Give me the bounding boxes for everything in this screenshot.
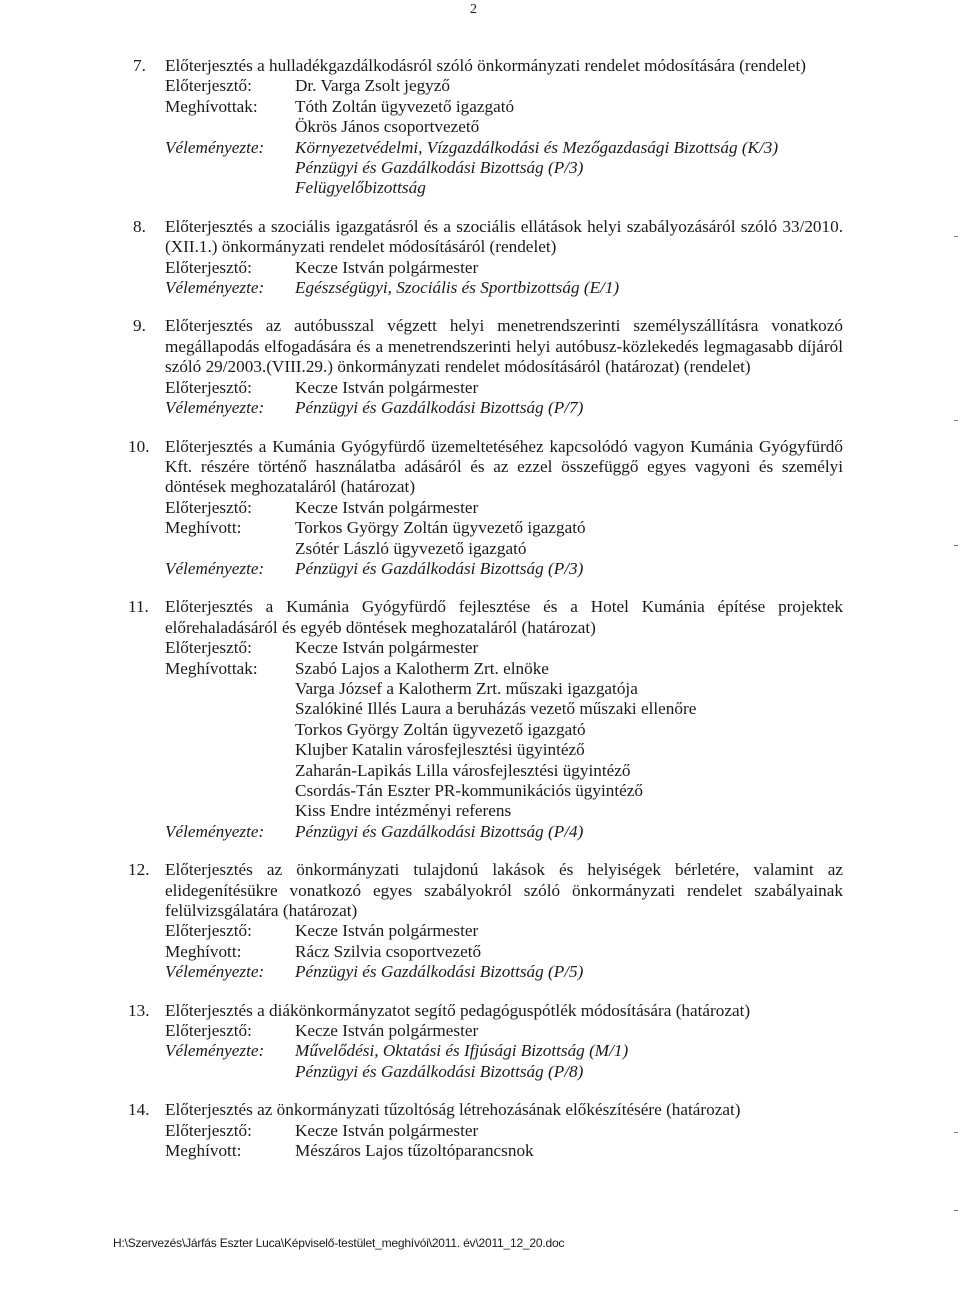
agenda-detail-row (165, 822, 843, 842)
detail-value: Pénzügyi és Gazdálkodási Bizottság (P/5) (295, 962, 584, 982)
agenda-item-number: 11. (128, 597, 149, 617)
detail-label (165, 699, 295, 719)
detail-value: Tóth Zoltán ügyvezető igazgató (295, 96, 515, 116)
detail-value: Torkos György Zoltán ügyvezető igazgató (295, 518, 586, 538)
detail-value: Művelődési, Oktatási és Ifjúsági Bizottság (M/1) (295, 1041, 629, 1061)
detail-label (165, 158, 295, 178)
detail-label (165, 117, 295, 137)
detail-value: Kecze István polgármester (295, 377, 479, 397)
detail-value: Szabó Lajos a Kalotherm Zrt. elnöke (295, 658, 549, 678)
agenda-item (128, 597, 843, 842)
agenda-item (128, 1100, 843, 1161)
agenda-detail-row (165, 378, 843, 398)
detail-value: Pénzügyi és Gazdálkodási Bizottság (P/8) (295, 1061, 584, 1081)
detail-label: Előterjesztő: (165, 257, 252, 277)
agenda-detail-row (165, 498, 843, 518)
agenda-item-title: Előterjesztés a hulladékgazdálkodásról szóló önkormányzati rendelet módosítására (rendelet) (165, 56, 806, 75)
detail-value: Rácz Szilvia csoportvezető (295, 941, 482, 961)
detail-label: Előterjesztő: (165, 921, 252, 941)
detail-label: Meghívott: (165, 941, 242, 961)
detail-label (165, 679, 295, 699)
detail-label: Véleményezte: (165, 278, 265, 298)
detail-value: Zsótér László ügyvezető igazgató (295, 538, 527, 558)
agenda-detail-row (165, 761, 843, 781)
agenda-item-number: 9. (133, 316, 146, 336)
agenda-item-title: Előterjesztés az önkormányzati tulajdonú lakások és helyiségek bérletére, valamint az elidegenítésükre vonatkozó egyes szabályokról szóló önkormányzati rendelet szabályainak felülvizsgálatára (határozat) (165, 860, 843, 921)
margin-mark (954, 545, 958, 546)
agenda-item-number: 12. (128, 860, 150, 880)
agenda-detail-row (165, 962, 843, 982)
agenda-detail-row (165, 699, 843, 719)
file-path-footer: H:\Szervezés\Járfás Eszter Luca\Képviselő-testület_meghívói\2011. év\2011_12_20.doc (113, 1236, 565, 1250)
detail-value: Dr. Varga Zsolt jegyző (295, 76, 450, 96)
margin-mark (954, 1132, 958, 1133)
agenda-item-number: 14. (128, 1100, 150, 1120)
margin-mark (954, 236, 958, 237)
detail-value: Kiss Endre intézményi referens (295, 801, 512, 821)
agenda-item (133, 56, 843, 199)
detail-label: Meghívottak: (165, 96, 258, 116)
agenda-detail-row (165, 178, 843, 198)
detail-value: Pénzügyi és Gazdálkodási Bizottság (P/7) (295, 398, 584, 418)
detail-value: Környezetvédelmi, Vízgazdálkodási és Mezőgazdasági Bizottság (K/3) (295, 137, 779, 157)
detail-label (165, 1062, 295, 1082)
agenda-detail-row (165, 1141, 843, 1161)
detail-label (165, 539, 295, 559)
detail-value: Kecze István polgármester (295, 1120, 479, 1140)
detail-label: Előterjesztő: (165, 638, 252, 658)
detail-label (165, 781, 295, 801)
detail-label: Meghívottak: (165, 658, 258, 678)
detail-value: Pénzügyi és Gazdálkodási Bizottság (P/4) (295, 821, 584, 841)
detail-label: Előterjesztő: (165, 1120, 252, 1140)
detail-label: Véleményezte: (165, 558, 265, 578)
agenda-detail-row (165, 1062, 843, 1082)
agenda-detail-row (165, 1021, 843, 1041)
agenda-detail-row (165, 942, 843, 962)
detail-value: Zaharán-Lapikás Lilla városfejlesztési ügyintéző (295, 760, 631, 780)
agenda-item-title: Előterjesztés az autóbusszal végzett helyi menetrendszerinti személyszállításra vonatkozó megállapodás elfogadására és a menetrendszerinti helyi autóbusz-közlekedés legmagasabb díjáról szóló 29/2003.(VIII.29.) önkormányzati rendelet módosításáról (határozat) (rendelet) (165, 316, 843, 377)
detail-value: Egészségügyi, Szociális és Sportbizottság (E/1) (295, 278, 620, 298)
detail-value: Torkos György Zoltán ügyvezető igazgató (295, 719, 586, 739)
agenda-list (128, 56, 843, 1180)
agenda-detail-row (165, 720, 843, 740)
agenda-detail-row (165, 518, 843, 538)
agenda-item (128, 436, 843, 580)
detail-label: Véleményezte: (165, 1041, 265, 1061)
detail-value: Pénzügyi és Gazdálkodási Bizottság (P/3) (295, 158, 584, 178)
agenda-detail-row (165, 278, 843, 298)
agenda-detail-row (165, 158, 843, 178)
detail-label (165, 740, 295, 760)
agenda-detail-row (165, 559, 843, 579)
detail-value: Kecze István polgármester (295, 638, 479, 658)
detail-value: Ökrös János csoportvezető (295, 117, 480, 137)
agenda-detail-row (165, 1121, 843, 1141)
agenda-item-number: 13. (128, 1000, 150, 1020)
agenda-item (128, 1000, 843, 1083)
agenda-detail-row (165, 539, 843, 559)
detail-value: Kecze István polgármester (295, 1021, 479, 1041)
detail-value: Mészáros Lajos tűzoltóparancsnok (295, 1141, 534, 1161)
agenda-item-title: Előterjesztés a Kumánia Gyógyfürdő fejlesztése és a Hotel Kumánia építése projektek előrehaladásáról és egyéb döntések meghozataláról (határozat) (165, 597, 843, 637)
detail-label (165, 761, 295, 781)
detail-label: Véleményezte: (165, 137, 265, 157)
detail-value: Csordás-Tán Eszter PR-kommunikációs ügyintéző (295, 781, 643, 800)
agenda-item-title: Előterjesztés az önkormányzati tűzoltóság létrehozásának előkészítésére (határozat) (165, 1100, 741, 1120)
agenda-detail-row (165, 638, 843, 658)
detail-value: Szalókiné Illés Laura a beruházás vezető műszaki ellenőre (295, 699, 697, 719)
agenda-item (133, 216, 843, 299)
detail-label: Meghívott: (165, 1141, 242, 1161)
detail-label (165, 720, 295, 740)
detail-value: Varga József a Kalotherm Zrt. műszaki igazgatója (295, 678, 638, 698)
agenda-item-number: 8. (133, 216, 146, 236)
detail-value: Felügyelőbizottság (295, 178, 426, 198)
agenda-detail-row (165, 921, 843, 941)
agenda-detail-row (165, 659, 843, 679)
agenda-detail-row (165, 76, 843, 96)
detail-value: Kecze István polgármester (295, 497, 479, 517)
detail-label: Véleményezte: (165, 398, 265, 418)
detail-label: Véleményezte: (165, 962, 265, 982)
detail-label: Előterjesztő: (165, 377, 252, 397)
page-number: 2 (470, 2, 477, 17)
detail-value: Pénzügyi és Gazdálkodási Bizottság (P/3) (295, 558, 584, 578)
detail-value: Kecze István polgármester (295, 257, 479, 277)
detail-label: Előterjesztő: (165, 76, 252, 96)
detail-value: Klujber Katalin városfejlesztési ügyintéző (295, 740, 585, 760)
agenda-detail-row (165, 258, 843, 278)
agenda-item-title: Előterjesztés a diákönkormányzatot segítő pedagóguspótlék módosítására (határozat) (165, 1000, 751, 1020)
detail-value: Kecze István polgármester (295, 921, 479, 941)
agenda-detail-row (165, 138, 843, 158)
agenda-detail-row (165, 117, 843, 137)
agenda-item-number: 7. (133, 56, 146, 75)
detail-label (165, 801, 295, 821)
detail-label: Meghívott: (165, 518, 242, 538)
detail-label: Előterjesztő: (165, 1021, 252, 1041)
margin-mark (954, 1210, 958, 1211)
agenda-item-number: 10. (128, 436, 150, 456)
agenda-detail-row (165, 781, 843, 801)
agenda-detail-row (165, 740, 843, 760)
agenda-item-title: Előterjesztés a szociális igazgatásról és a szociális ellátások helyi szabályozásáról szóló 33/2010.(XII.1.) önkormányzati rendelet módosításáról (rendelet) (165, 216, 843, 257)
agenda-item (128, 860, 843, 982)
agenda-detail-row (165, 801, 843, 821)
agenda-detail-row (165, 97, 843, 117)
agenda-item (133, 316, 843, 418)
agenda-detail-row (165, 1041, 843, 1061)
detail-label: Előterjesztő: (165, 497, 252, 517)
detail-label (165, 178, 295, 198)
agenda-detail-row (165, 679, 843, 699)
agenda-item-title: Előterjesztés a Kumánia Gyógyfürdő üzemeltetéséhez kapcsolódó vagyon Kumánia Gyógyfürdő Kft. részére történő használatba adásáról és az ezzel összefüggő egyes vagyoni és személyi döntések meghozataláról (határozat) (165, 436, 843, 497)
margin-mark (954, 420, 958, 421)
agenda-detail-row (165, 398, 843, 418)
detail-label: Véleményezte: (165, 821, 265, 841)
